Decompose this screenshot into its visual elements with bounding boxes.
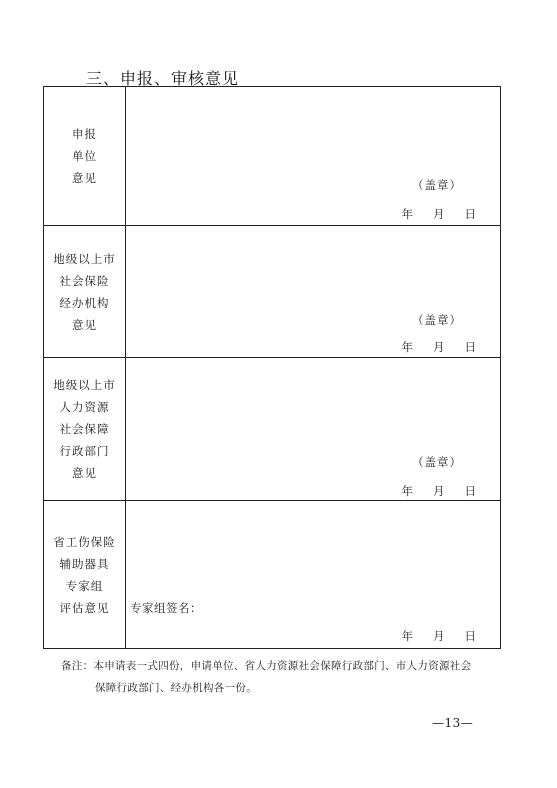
expert-signature-label: 专家组签名： (130, 601, 202, 615)
date-month: 月 (433, 207, 445, 221)
label-line: 单位 (72, 149, 97, 163)
expert-evaluation-field[interactable] (126, 501, 501, 649)
label-line: 社会保险 (59, 273, 110, 288)
label-line: 辅助器具 (59, 556, 110, 571)
label-line: 专家组 (65, 578, 104, 593)
hr-department-opinion-field[interactable] (126, 358, 501, 501)
applicant-opinion-field[interactable] (126, 87, 501, 226)
date-month: 月 (433, 484, 445, 498)
date-day: 日 (464, 629, 476, 643)
table-row-hr-department-opinion (44, 358, 501, 501)
date-month: 月 (433, 629, 445, 643)
page-number: —13— (432, 716, 474, 730)
label-line: 省工伤保险 (53, 534, 116, 549)
section-title: 三、申报、审核意见 (86, 69, 240, 88)
date-line (402, 628, 477, 644)
label-line: 地级以上市 (53, 378, 116, 392)
table-row-expert-evaluation (44, 501, 501, 649)
remarks (61, 655, 501, 699)
row-label-hr-department-opinion (44, 358, 126, 501)
table-row-applicant-opinion (44, 87, 501, 226)
date-year: 年 (401, 340, 413, 354)
remarks-line-2: 保障行政部门、经办机构各一份。 (95, 682, 257, 694)
seal-note: （盖章） (412, 178, 462, 192)
label-line: 地级以上市 (53, 251, 116, 266)
date-month: 月 (433, 340, 445, 354)
label-line: 社会保障 (59, 422, 110, 436)
social-insurance-opinion-field[interactable] (126, 226, 501, 358)
label-line: 人力资源 (59, 400, 110, 414)
seal-note: （盖章） (412, 313, 462, 327)
date-line (402, 206, 477, 222)
label-line: 意见 (72, 171, 97, 185)
date-year: 年 (401, 629, 413, 643)
date-day: 日 (464, 207, 476, 221)
row-label-applicant-opinion (44, 87, 126, 226)
row-label-expert-evaluation (44, 501, 126, 649)
remarks-line-1: 备注：本申请表一式四份，申请单位、省人力资源社会保障行政部门、市人力资源社会 (61, 660, 472, 672)
date-line (402, 483, 477, 499)
date-year: 年 (401, 484, 413, 498)
date-day: 日 (464, 484, 476, 498)
label-line: 评估意见 (59, 600, 110, 615)
date-year: 年 (401, 207, 413, 221)
seal-note: （盖章） (412, 455, 462, 469)
label-line: 意见 (72, 317, 97, 332)
label-line: 申报 (72, 127, 97, 141)
label-line: 经办机构 (59, 295, 110, 310)
row-label-social-insurance-opinion (44, 226, 126, 358)
review-opinion-table (43, 86, 501, 649)
date-line (402, 339, 477, 355)
date-day: 日 (464, 340, 476, 354)
label-line: 行政部门 (59, 444, 110, 458)
table-row-social-insurance-opinion (44, 226, 501, 358)
label-line: 意见 (72, 466, 97, 480)
